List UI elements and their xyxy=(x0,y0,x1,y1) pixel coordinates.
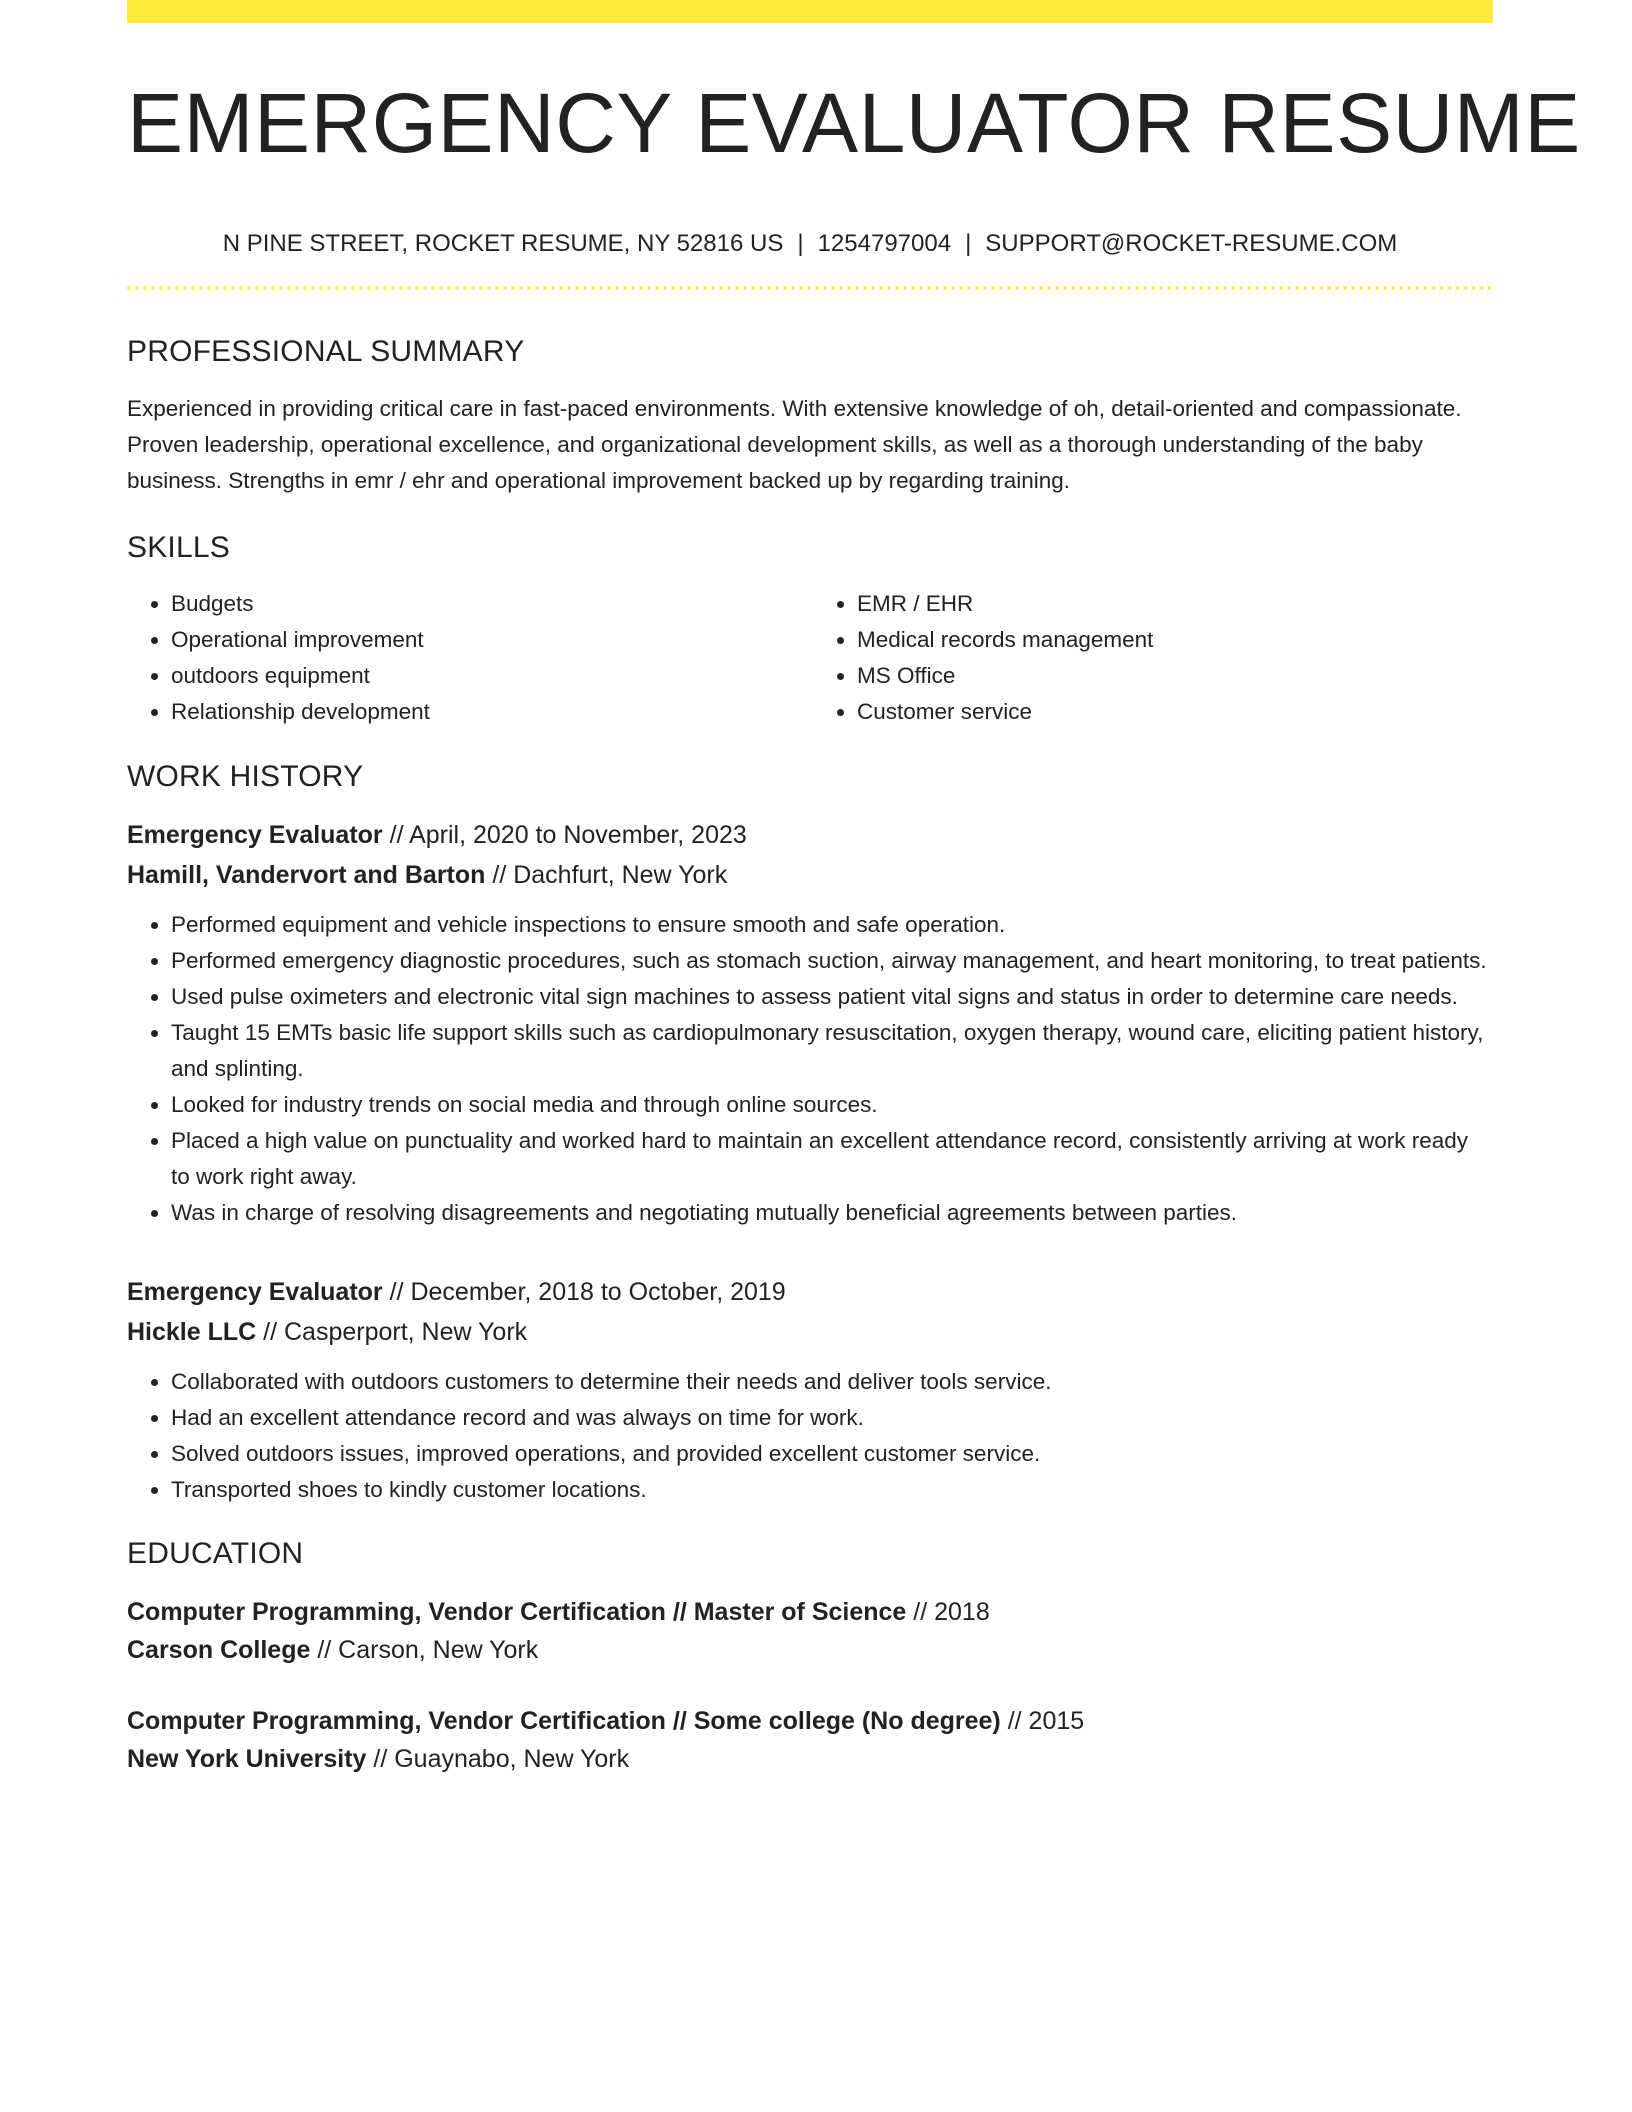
skills-column-left xyxy=(127,586,810,730)
edu-degree-line xyxy=(127,1593,1493,1631)
skills-list xyxy=(127,586,1493,730)
job-company-line xyxy=(127,855,1493,895)
job-duty: • Placed a high value on punctuality and worked hard to maintain an excellent attendance record, consistently arriving at work ready to work right away. xyxy=(171,1123,1493,1195)
summary-heading: PROFESSIONAL SUMMARY xyxy=(127,335,525,368)
top-accent-bar xyxy=(127,0,1493,23)
job-duty: • Looked for industry trends on social media and through online sources. xyxy=(171,1087,1493,1123)
edu-location: // Guaynabo, New York xyxy=(366,1745,630,1773)
edu-school-line xyxy=(127,1631,1493,1669)
job-duties xyxy=(127,907,1493,1231)
edu-degree: Computer Programming, Vendor Certification // Master of Science xyxy=(127,1598,907,1626)
education-heading: EDUCATION xyxy=(127,1537,304,1570)
job-title-line xyxy=(127,1272,1493,1312)
edu-degree-line xyxy=(127,1702,1493,1740)
resume-title: EMERGENCY EVALUATOR RESUME xyxy=(127,76,1581,170)
job-company: Hickle LLC xyxy=(127,1318,257,1346)
education-entry xyxy=(127,1702,1493,1778)
resume-page xyxy=(127,0,1581,1778)
job-duty: • Collaborated with outdoors customers to determine their needs and deliver tools service. xyxy=(171,1364,1493,1400)
skills-column-right xyxy=(810,586,1493,730)
edu-school: New York University xyxy=(127,1745,367,1773)
job-duty: • Taught 15 EMTs basic life support skills such as cardiopulmonary resuscitation, oxygen therapy, wound care, eliciting patient history, and splinting. xyxy=(171,1015,1493,1087)
contact-line xyxy=(127,229,1493,259)
job-duty: • Solved outdoors issues, improved operations, and provided excellent customer service. xyxy=(171,1436,1493,1472)
job-duty: • Was in charge of resolving disagreements and negotiating mutually beneficial agreements between parties. xyxy=(171,1195,1493,1231)
edu-degree: Computer Programming, Vendor Certification // Some college (No degree) xyxy=(127,1707,1001,1735)
job-title-line xyxy=(127,815,1493,855)
skill-item: • MS Office xyxy=(857,658,1493,694)
job-duties xyxy=(127,1364,1493,1508)
email: SUPPORT@ROCKET-RESUME.COM xyxy=(985,230,1398,257)
job-duty: • Had an excellent attendance record and was always on time for work. xyxy=(171,1400,1493,1436)
job-location: // Dachfurt, New York xyxy=(485,861,728,889)
edu-location: // Carson, New York xyxy=(310,1636,539,1664)
job-entry xyxy=(127,1272,1493,1508)
skill-item: • Customer service xyxy=(857,694,1493,730)
job-location: // Casperport, New York xyxy=(256,1318,528,1346)
education-entry xyxy=(127,1593,1493,1669)
edu-school: Carson College xyxy=(127,1636,311,1664)
edu-school-line xyxy=(127,1740,1493,1778)
skill-item: • EMR / EHR xyxy=(857,586,1493,622)
job-title: Emergency Evaluator xyxy=(127,1278,383,1306)
job-dates: // April, 2020 to November, 2023 xyxy=(382,821,747,849)
skill-item: • Medical records management xyxy=(857,622,1493,658)
job-dates: // December, 2018 to October, 2019 xyxy=(382,1278,786,1306)
contact-separator: | xyxy=(797,230,804,257)
dotted-divider xyxy=(127,286,1493,290)
job-company: Hamill, Vandervort and Barton xyxy=(127,861,486,889)
edu-year: // 2018 xyxy=(906,1598,990,1626)
skill-item: • outdoors equipment xyxy=(171,658,810,694)
job-duty: • Performed equipment and vehicle inspections to ensure smooth and safe operation. xyxy=(171,907,1493,943)
job-entry xyxy=(127,815,1493,1231)
skill-item: • Budgets xyxy=(171,586,810,622)
address: N PINE STREET, ROCKET RESUME, NY 52816 US xyxy=(222,230,784,257)
job-title: Emergency Evaluator xyxy=(127,821,383,849)
job-duty: • Performed emergency diagnostic procedures, such as stomach suction, airway management, and heart monitoring, to treat patients. xyxy=(171,943,1493,979)
skill-item: • Relationship development xyxy=(171,694,810,730)
work-history-heading: WORK HISTORY xyxy=(127,760,364,793)
job-duty: • Used pulse oximeters and electronic vital sign machines to assess patient vital signs and status in order to determine care needs. xyxy=(171,979,1493,1015)
summary-text: Experienced in providing critical care in fast-paced environments. With extensive knowledge of oh, detail-oriented and compassionate. Proven leadership, operational excellence, and organizational development skills, as well as a thorough understanding of the baby business. Strengths in emr / ehr and operational improvement backed up by regarding training. xyxy=(127,396,1462,493)
phone: 1254797004 xyxy=(817,230,952,257)
skills-heading: SKILLS xyxy=(127,531,230,564)
edu-year: // 2015 xyxy=(1000,1707,1085,1735)
job-duty: • Transported shoes to kindly customer locations. xyxy=(171,1472,1493,1508)
job-company-line xyxy=(127,1312,1493,1352)
skill-item: • Operational improvement xyxy=(171,622,810,658)
contact-separator: | xyxy=(965,230,972,257)
